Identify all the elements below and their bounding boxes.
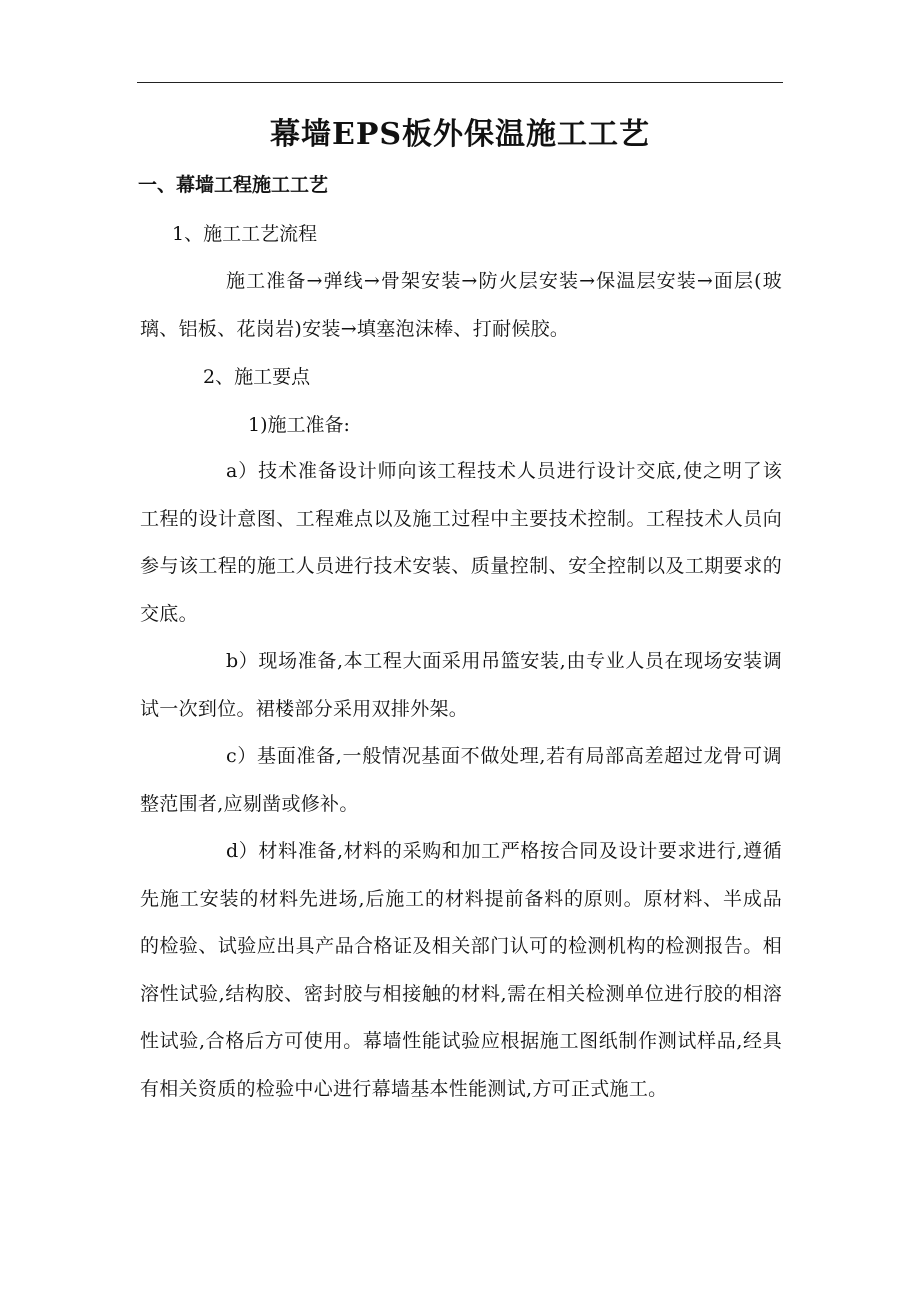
section-heading-1: 一、幕墙工程施工工艺 — [138, 174, 329, 196]
process-flow-paragraph: 施工准备→弹线→骨架安装→防火层安装→保温层安装→面层(玻璃、铝板、花岗岩)安装→填塞泡沫棒、打耐候胶。 — [140, 270, 782, 340]
subsection-heading-preparation: 1)施工准备: — [248, 414, 350, 436]
page-title: 幕墙EPS板外保温施工工艺 — [269, 117, 651, 152]
paragraph-material-prep: d）材料准备,材料的采购和加工严格按合同及设计要求进行,遵循先施工安装的材料先进场,后施工的材料提前备料的原则。原材料、半成品的检验、试验应出具产品合格证及相关部门认可的检测机构的检测报告。相溶性试验,结构胶、密封胶与相接触的材料,需在相关检测单位进行胶的相溶性试验,合格后方可使用。幕墙性能试验应根据施工图纸制作测试样品,经具有相关资质的检验中心进行幕墙基本性能测试,方可正式施工。 — [140, 840, 782, 1100]
subsection-heading-process: 1、施工工艺流程 — [172, 223, 318, 245]
subsection-heading-key-points: 2、施工要点 — [203, 366, 311, 388]
paragraph-base-prep: c）基面准备,一般情况基面不做处理,若有局部高差超过龙骨可调整范围者,应剔凿或修补。 — [140, 745, 782, 815]
paragraph-site-prep: b）现场准备,本工程大面采用吊篮安装,由专业人员在现场安装调试一次到位。裙楼部分采用双排外架。 — [140, 650, 782, 720]
paragraph-technical-prep: a）技术准备设计师向该工程技术人员进行设计交底,使之明了该工程的设计意图、工程难点以及施工过程中主要技术控制。工程技术人员向参与该工程的施工人员进行技术安装、质量控制、安全控制以及工期要求的交底。 — [140, 460, 782, 625]
header-rule — [137, 82, 783, 83]
